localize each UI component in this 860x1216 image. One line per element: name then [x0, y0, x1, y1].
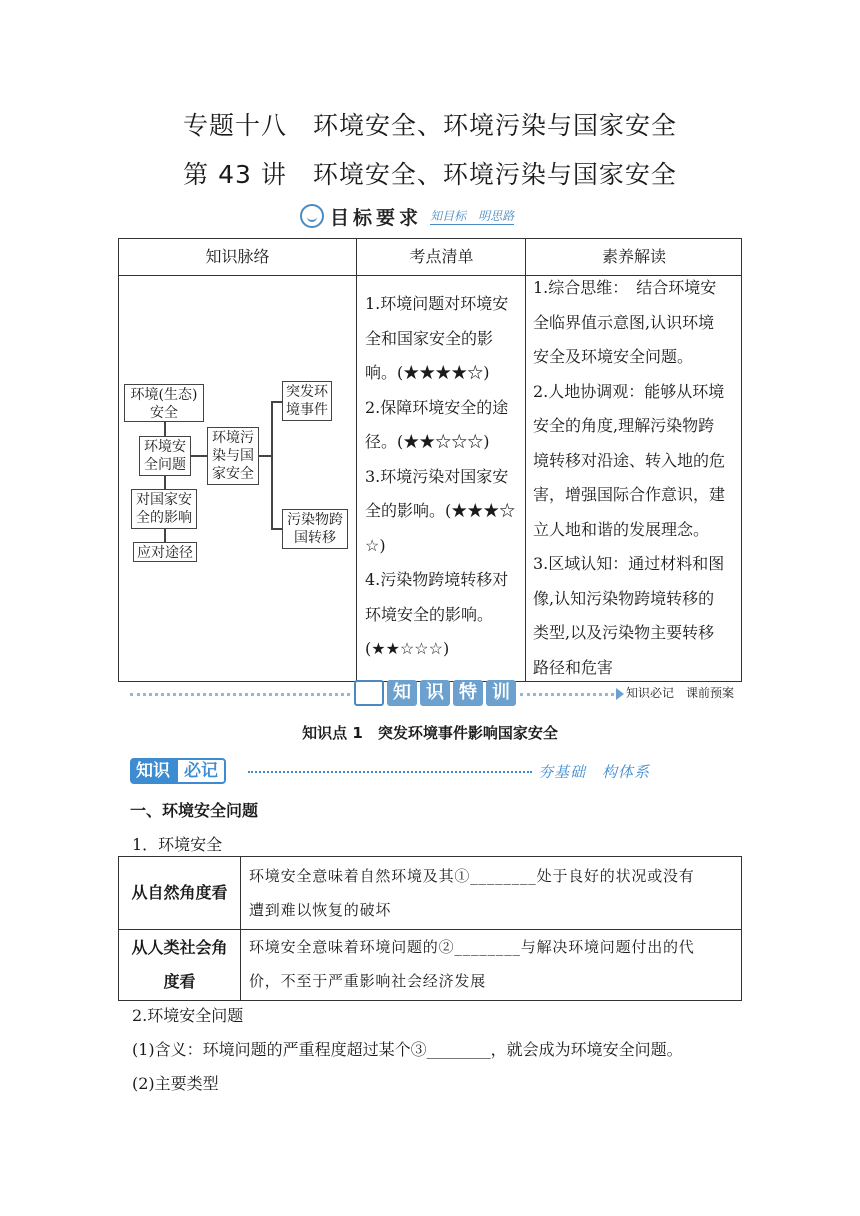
env-security-table	[118, 856, 742, 1001]
mm-pollutant-transfer: 污染物跨 国转移	[282, 509, 348, 549]
must-subtitle: 夯基础 构体系	[538, 763, 651, 781]
literacy-line: 像,认知污染物跨境转移的	[533, 588, 715, 608]
mm-connector	[164, 422, 166, 436]
train-banner-right: 知识必记 课前预案	[626, 686, 735, 700]
banner-char: 训	[486, 680, 516, 706]
literacy-line: 2.人地协调观：能够从环境	[533, 381, 725, 401]
row-line: 遭到难以恢复的破坏	[249, 901, 392, 919]
banner-char: 要	[376, 206, 396, 229]
banner-subtitle: 知目标 明思路	[430, 209, 515, 223]
header-literacy: 素养解读	[601, 247, 666, 266]
mm-connector	[271, 401, 282, 403]
section-heading: 一、环境安全问题	[130, 801, 259, 820]
row-line: 环境安全意味着环境问题的②________与解决环境问题付出的代	[249, 938, 695, 956]
literacy-cell	[533, 271, 739, 685]
mm-connector	[259, 455, 271, 457]
checklist-line: (★★☆☆☆)	[365, 639, 450, 658]
literacy-line: 路径和危害	[533, 657, 614, 677]
table-row	[119, 929, 741, 1000]
must-remember-banner	[130, 758, 750, 786]
table-row	[119, 857, 741, 930]
dotted-divider	[520, 693, 614, 696]
row-value	[249, 859, 733, 927]
must-tag-a: 知识	[130, 758, 176, 784]
mm-connector	[164, 476, 166, 489]
row-line: 环境安全意味着自然环境及其①________处于良好的状况或没有	[249, 867, 695, 885]
item-subheading: (2)主要类型	[132, 1074, 219, 1093]
arrow-right-icon	[616, 688, 624, 700]
literacy-line: 安全及环境安全问题。	[533, 347, 694, 366]
mm-response: 应对途径	[133, 542, 197, 562]
checklist-line: 4.污染物跨境转移对	[365, 570, 509, 589]
knowledge-point-title: 知识点 1 突发环境事件影响国家安全	[302, 724, 558, 742]
checklist-line: 1.环境问题对环境安	[365, 294, 509, 313]
train-banner	[130, 680, 740, 708]
dotted-divider	[248, 771, 532, 773]
literacy-line: 立人地和谐的发展理念。	[533, 519, 710, 539]
mm-connector	[271, 401, 273, 529]
checklist-line: 响。(★★★★☆)	[365, 363, 490, 382]
checklist-line: 全和国家安全的影	[365, 328, 494, 348]
checklist-cell	[365, 287, 527, 667]
mm-connector	[191, 455, 207, 457]
banner-char: 特	[453, 680, 483, 706]
row-label	[119, 929, 241, 1000]
target-logo-icon	[300, 204, 324, 228]
mm-national-impact: 对国家安 全的影响	[131, 489, 197, 529]
row-line: 价，不至于严重影响社会经济发展	[249, 972, 487, 990]
dotted-divider	[130, 693, 350, 696]
literacy-line: 害，增强国际合作意识，建	[533, 485, 726, 504]
book-icon	[354, 680, 384, 706]
row-label-line: 从人类社会角	[131, 937, 228, 957]
banner-char: 标	[353, 206, 373, 229]
mm-env-security: 环境(生态) 安全	[124, 384, 204, 422]
checklist-line: ☆)	[365, 535, 386, 555]
mm-env-issue: 环境安 全问题	[139, 436, 191, 476]
item-heading: 2.环境安全问题	[132, 1006, 244, 1025]
banner-char: 识	[420, 680, 450, 706]
must-tag-b: 必记	[176, 758, 226, 784]
lecture-title: 第 43 讲 环境安全、环境污染与国家安全	[183, 160, 677, 189]
checklist-line: 2.保障环境安全的途	[365, 397, 509, 417]
literacy-line: 类型,以及污染物主要转移	[533, 623, 715, 642]
banner-char: 目	[330, 206, 350, 229]
literacy-line: 安全的角度,理解污染物跨	[533, 416, 715, 435]
row-label: 从自然角度看	[119, 857, 241, 929]
row-value	[249, 930, 733, 998]
banner-char: 求	[399, 206, 419, 229]
literacy-line: 3.区域认知：通过材料和图	[533, 554, 725, 573]
goal-table	[118, 238, 742, 682]
row-label-line: 度看	[163, 971, 196, 991]
checklist-line: 环境安全的影响。	[365, 604, 494, 624]
mm-connector	[271, 528, 282, 530]
mm-connector	[164, 529, 166, 542]
header-knowledge: 知识脉络	[205, 247, 270, 266]
literacy-line: 境转移对沿途、转入地的危	[533, 450, 726, 470]
item-heading: 1．环境安全	[132, 835, 223, 854]
definition-text: (1)含义：环境问题的严重程度超过某个③________，就会成为环境安全问题。	[132, 1040, 683, 1059]
banner-char: 知	[387, 680, 417, 706]
goal-banner	[300, 202, 514, 230]
header-checklist: 考点清单	[409, 247, 474, 266]
checklist-line: 全的影响。(★★★☆	[365, 501, 516, 520]
mm-pollution-security: 环境污 染与国 家安全	[207, 427, 259, 485]
literacy-line: 全临界值示意图,认识环境	[533, 312, 715, 332]
mm-sudden-event: 突发环 境事件	[282, 381, 332, 421]
topic-title: 专题十八 环境安全、环境污染与国家安全	[182, 111, 677, 140]
checklist-line: 3.环境污染对国家安	[365, 466, 509, 486]
checklist-line: 径。(★★☆☆☆)	[365, 432, 490, 451]
literacy-line: 1.综合思维： 结合环境安	[533, 278, 717, 297]
